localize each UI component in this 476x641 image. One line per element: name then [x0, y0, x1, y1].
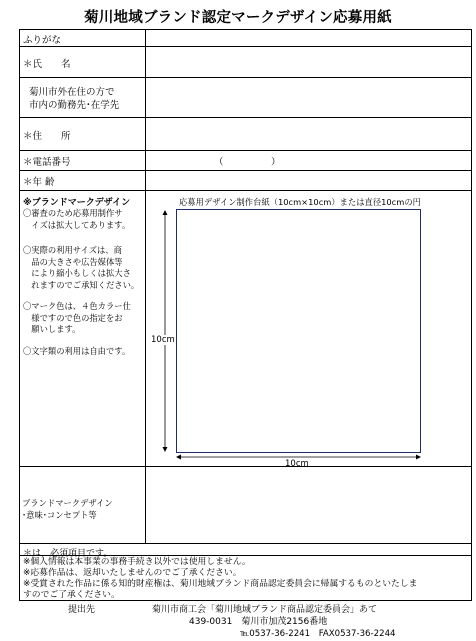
notice-list [23, 557, 417, 601]
concept-field[interactable] [146, 467, 471, 543]
required-note: ＊は，必須項目です。 [23, 549, 113, 559]
label-phone: ＊電話番号 [23, 157, 71, 168]
label-workplace-line1: 菊川市外在住の方で [29, 87, 115, 98]
dimension-arrows [146, 191, 473, 467]
notice-privacy: ※個人情報は本事業の事務手続き以外では使用しません。 [23, 557, 251, 567]
notice-ip-rights-cont: すのでご了承ください。 [23, 590, 120, 600]
furigana-field[interactable] [146, 30, 471, 46]
note-text-free: 〇文字類の利用は自由です。 [23, 346, 131, 356]
phone-area-code: （ ） [214, 157, 281, 168]
row-concept [20, 467, 471, 544]
name-field[interactable] [146, 47, 471, 77]
submission-contact: ℡0537-36-2241 FAX0537-36-2244 [240, 629, 396, 639]
arrow-left-icon [176, 455, 181, 460]
board-caption: 応募用デザイン制作台紙（10cm×10cm）または直径10cmの円 [179, 197, 421, 207]
row-phone [20, 151, 471, 171]
address-field[interactable] [146, 118, 471, 150]
row-address [20, 118, 471, 151]
design-area [146, 191, 471, 469]
arrow-right-icon [416, 455, 421, 460]
label-name: ＊氏 名 [23, 59, 71, 70]
label-concept-line2: ･意味･コンセプト等 [22, 510, 97, 520]
notices-box [19, 556, 472, 601]
arrow-up-icon [163, 210, 168, 215]
submission-label: 提出先 [68, 605, 96, 615]
note-color: 〇マーク色は、４色カラー仕 様ですので色の指定をお 願いします。 [23, 301, 131, 334]
label-age: ＊年 齢 [23, 177, 55, 188]
age-field[interactable] [146, 171, 471, 190]
notice-ip-rights: ※受賞された作品に係る知的財産権は、菊川地域ブランド商品認定委員会に帰属するものといたしま [23, 579, 418, 589]
arrow-down-icon [163, 447, 168, 452]
application-form [19, 29, 472, 559]
row-name [20, 47, 471, 78]
row-age [20, 171, 471, 191]
dimension-horizontal-label: 10cm [285, 459, 309, 469]
row-workplace [20, 78, 471, 118]
design-heading: ※ブランドマークデザイン [23, 198, 131, 208]
row-furigana [20, 30, 471, 47]
note-enlarged: 〇審査のため応募用制作サ イズは拡大してあります。 [23, 208, 131, 230]
phone-field[interactable] [146, 151, 471, 170]
label-workplace-line2: 市内の勤務先･在学先 [29, 100, 120, 111]
notice-no-return: ※応募作品は、返却いたしませんのでご了承ください。 [23, 568, 242, 578]
label-concept-line1: ブランドマークデザイン [22, 498, 113, 508]
row-design [20, 191, 471, 467]
dimension-vertical-label: 10cm [151, 335, 175, 345]
submission-address: 439-0031 菊川市加茂2156番地 [189, 617, 328, 627]
submission-org: 菊川市商工会「菊川地域ブランド商品認定委員会」あて [152, 605, 378, 615]
label-furigana: ふりがな [23, 35, 62, 46]
note-usage-size: 〇実際の利用サイズは、商 品の大きさや広告媒体等 により縮小もしくは拡大さ れますのでご承知ください。 [23, 245, 140, 290]
form-title: 菊川地域ブランド認定マークデザイン応募用紙 [84, 10, 392, 26]
workplace-field[interactable] [146, 78, 471, 117]
label-address: ＊住 所 [23, 131, 71, 142]
